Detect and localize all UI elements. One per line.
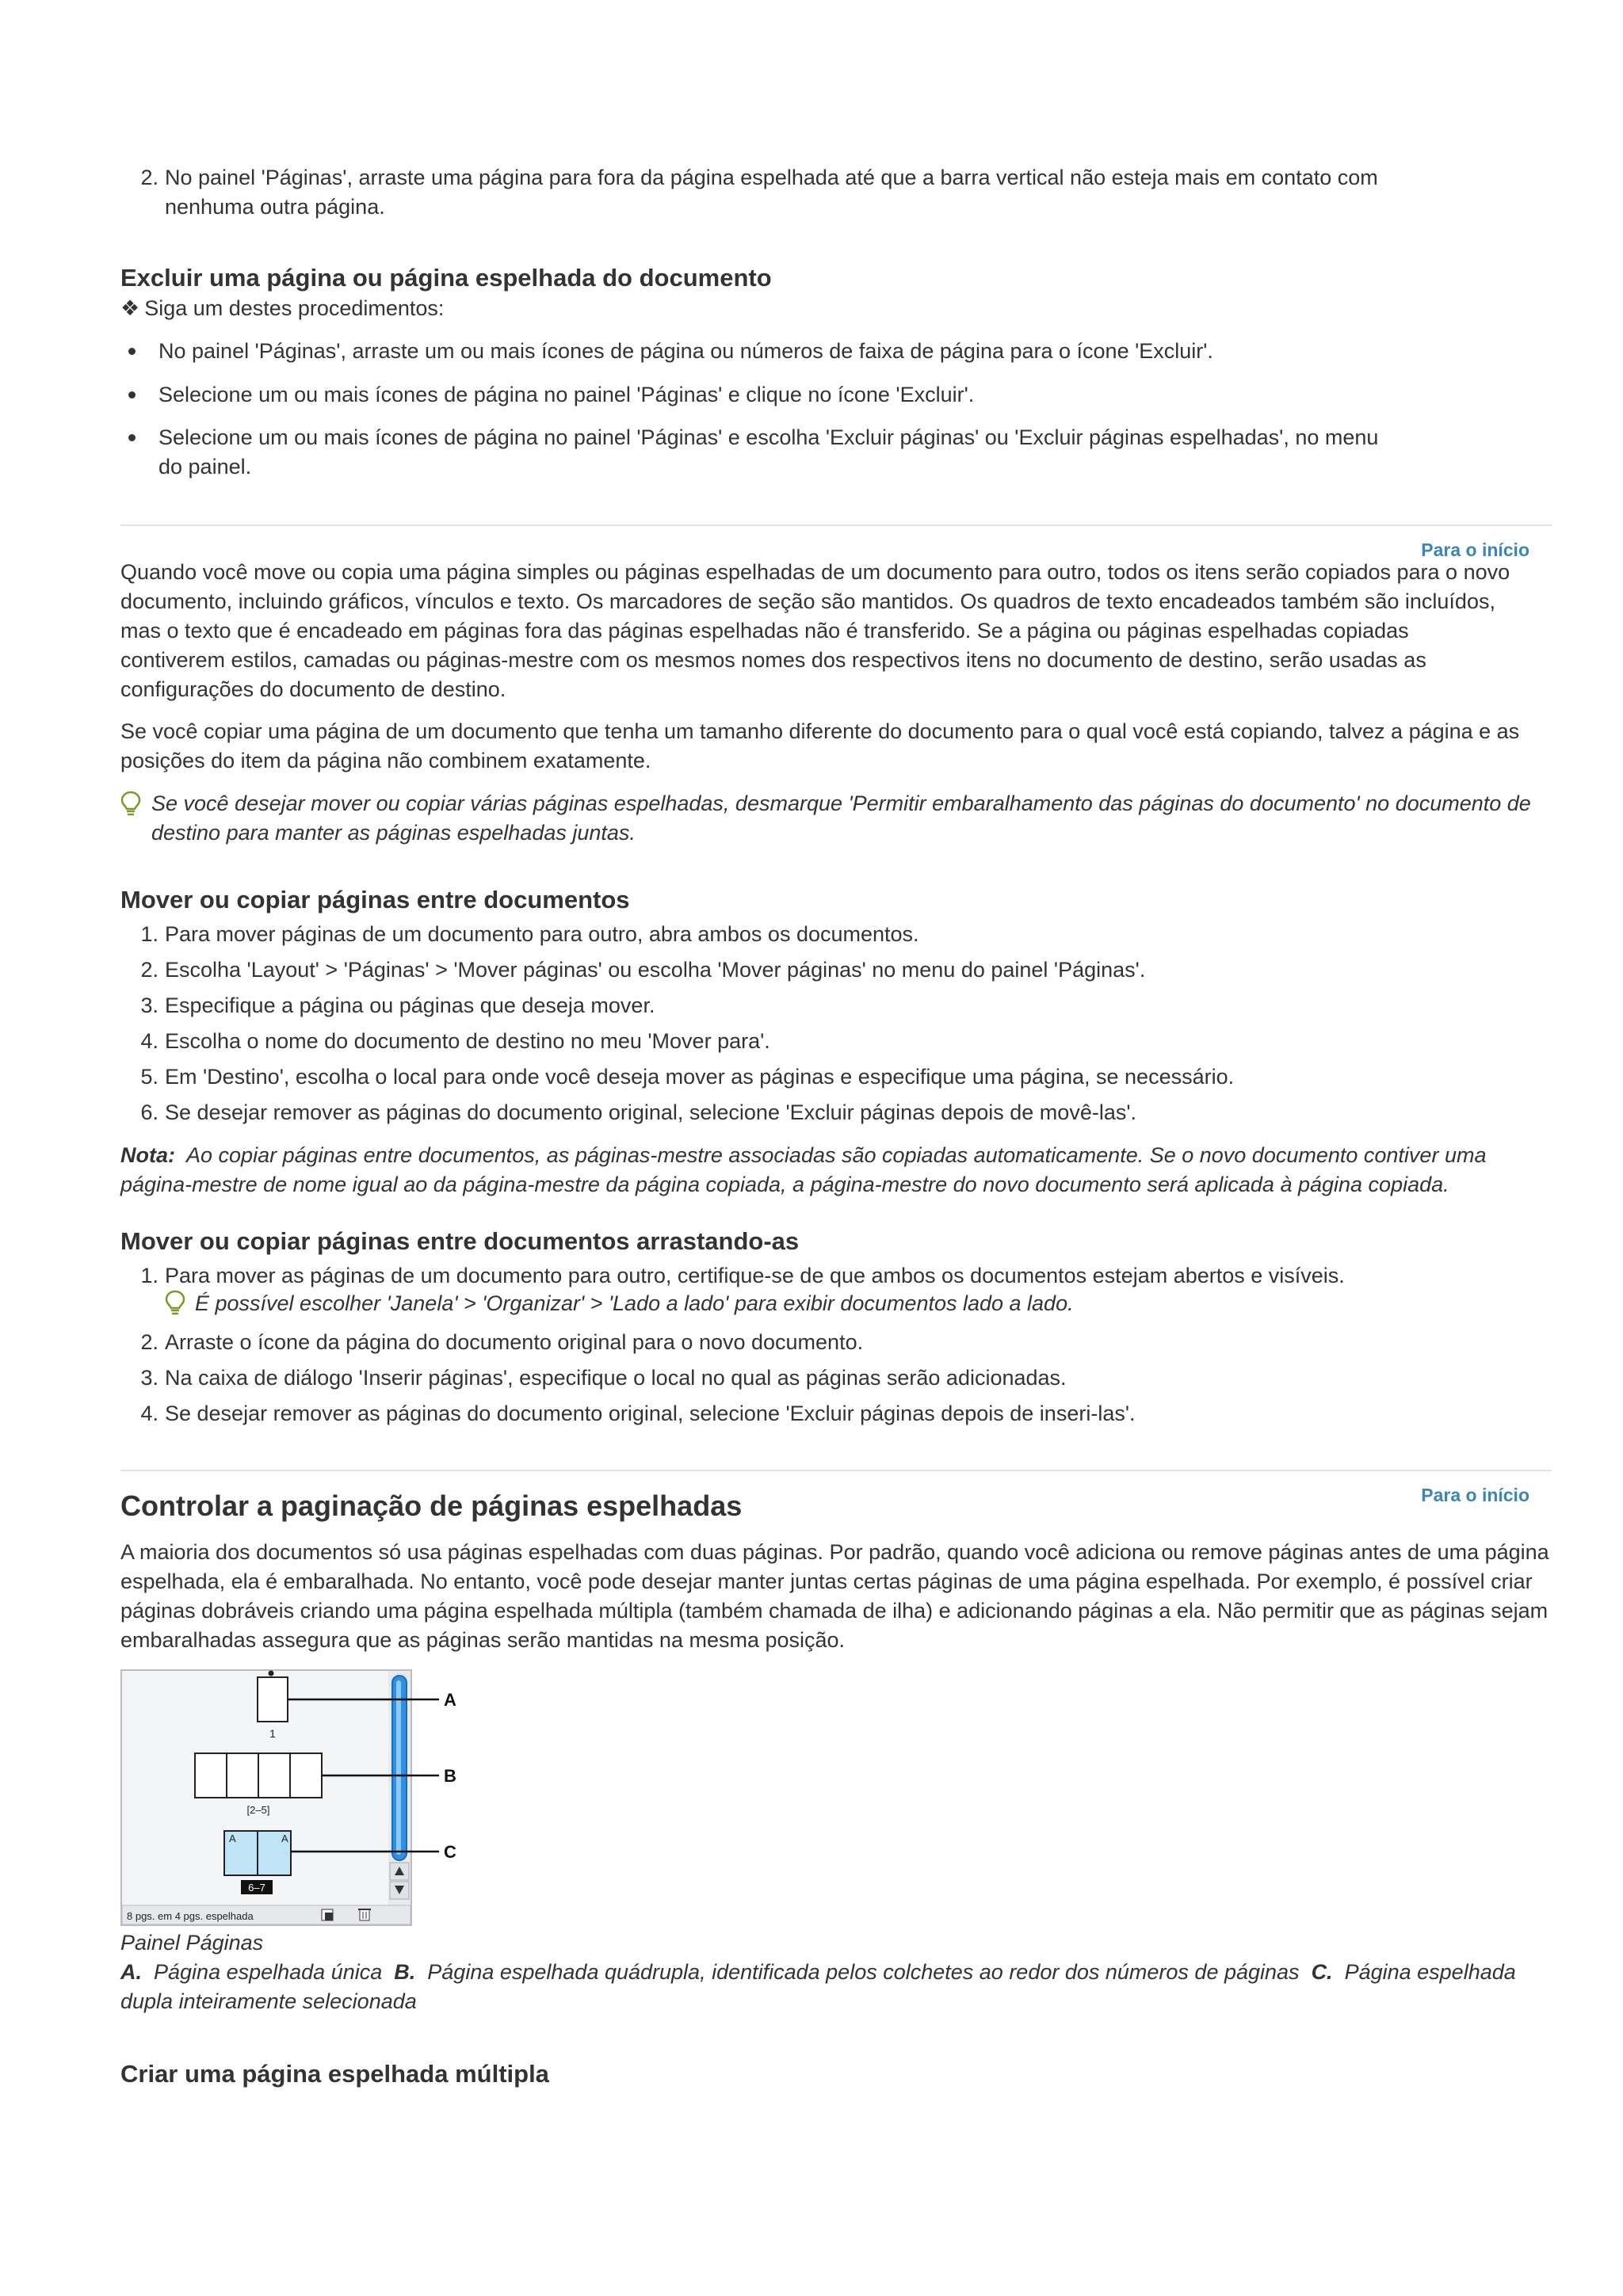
step-text: Para mover páginas de um documento para outro, abra ambos os documentos. <box>165 922 919 946</box>
list-item <box>120 920 1436 949</box>
list-item <box>120 1261 1436 1291</box>
bullet-text: Selecione um ou mais ícones de página no painel 'Páginas' e escolha 'Excluir páginas' ou 'Excluir páginas espelhadas', no menu do painel. <box>158 425 1379 479</box>
procedure-lead <box>120 294 1547 323</box>
bullet-item <box>120 337 1388 366</box>
caption-text: Página espelhada dupla inteiramente selecionada <box>120 1960 1516 2013</box>
paragraph <box>120 1538 1555 1655</box>
step-number: 5. <box>140 1065 158 1089</box>
list-item <box>120 1399 1436 1428</box>
section-divider <box>120 1470 1552 1471</box>
paragraph <box>120 558 1515 704</box>
note <box>120 1141 1539 1199</box>
section-heading-pagination <box>120 1488 1547 1524</box>
step-number: 3. <box>140 994 158 1017</box>
list-item <box>120 163 1436 222</box>
section-divider <box>120 524 1552 526</box>
bullet-icon <box>128 391 136 399</box>
heading-text: Criar uma página espelhada múltipla <box>120 2060 549 2088</box>
list-item <box>120 991 1436 1020</box>
tip-text: Se você desejar mover ou copiar várias páginas espelhadas, desmarque 'Permitir embaralhamento das páginas do documento' no documento de destino para manter as páginas espelhadas juntas. <box>151 791 1531 845</box>
list-item <box>120 1098 1436 1127</box>
step-number: 6. <box>140 1100 158 1124</box>
list-item <box>120 1027 1436 1056</box>
caption-label: A. <box>120 1960 142 1984</box>
step-text: Escolha 'Layout' > 'Páginas' > 'Mover páginas' ou escolha 'Mover páginas' no menu do painel 'Páginas'. <box>165 958 1146 982</box>
step-text: Na caixa de diálogo 'Inserir páginas', especifique o local no qual as páginas serão adicionadas. <box>165 1366 1067 1390</box>
caption-label: C. <box>1311 1960 1333 1984</box>
caption-title-text: Painel Páginas <box>120 1931 264 1955</box>
step-text: Arraste o ícone da página do documento original para o novo documento. <box>165 1330 864 1354</box>
step-number: 2. <box>140 958 158 982</box>
step-number: 4. <box>140 1402 158 1425</box>
step-number: 4. <box>140 1029 158 1053</box>
to-top-link[interactable]: Para o início <box>1421 1485 1529 1505</box>
master-label: A <box>229 1833 236 1844</box>
step-text: Especifique a página ou páginas que deseja mover. <box>165 994 655 1017</box>
lightbulb-icon <box>120 791 141 818</box>
page-range-label: [2–5] <box>246 1804 270 1816</box>
step-number: 3. <box>140 1366 158 1390</box>
figure-caption-title <box>120 1928 1547 1958</box>
bullet-text: Selecione um ou mais ícones de página no painel 'Páginas' e clique no ícone 'Excluir'. <box>158 383 975 406</box>
bullet-icon <box>128 348 136 355</box>
callout-label-b: B <box>444 1766 456 1786</box>
bullet-item <box>120 423 1388 482</box>
caption-text: Página espelhada quádrupla, identificada pelos colchetes ao redor dos números de páginas <box>427 1960 1300 1984</box>
step-text: Escolha o nome do documento de destino no meu 'Mover para'. <box>165 1029 770 1053</box>
step-number: 1. <box>140 922 158 946</box>
note-text: Ao copiar páginas entre documentos, as páginas-mestre associadas são copiadas automaticamente. Se o novo documento contiver uma página-mestre de nome igual ao da página-mestre da página copiada, a página-mestre do novo documento será aplicada à página copiada. <box>120 1143 1487 1196</box>
status-text: 8 pgs. em 4 pgs. espelhada <box>127 1910 254 1922</box>
heading-text: Mover ou copiar páginas entre documentos <box>120 886 630 913</box>
tip-note <box>195 1289 1463 1318</box>
paragraph-text: Quando você move ou copia uma página simples ou páginas espelhadas de um documento para outro, todos os itens serão copiados para o novo documento, incluindo gráficos, vínculos e texto. Os marcadores de seção são mantidos. Os quadros de texto encadeados também são incluídos, mas o texto que é encadeado em páginas fora das páginas espelhadas não é transferido. Se a página ou páginas espelhadas copiadas contiverem estilos, camadas ou páginas-mestre com os mesmos nomes dos respectivos itens no documento de destino, serão usadas as configurações do documento de destino. <box>120 560 1510 701</box>
caption-text: Página espelhada única <box>154 1960 383 1984</box>
heading-text: Mover ou copiar páginas entre documentos arrastando-as <box>120 1227 800 1255</box>
step-text: Se desejar remover as páginas do documento original, selecione 'Excluir páginas depois de inseri-las'. <box>165 1402 1136 1425</box>
new-page-icon <box>322 1909 333 1920</box>
step-number: 2. <box>140 1330 158 1354</box>
step-text: No painel 'Páginas', arraste uma página para fora da página espelhada até que a barra vertical não esteja mais em contato com nenhuma outra página. <box>165 166 1378 219</box>
step-number: 2. <box>140 166 158 189</box>
diamond-icon: ❖ <box>120 296 140 320</box>
step-text: Em 'Destino', escolha o local para onde você deseja mover as páginas e especifique uma página, se necessário. <box>165 1065 1235 1089</box>
callout-label-c: C <box>444 1842 456 1862</box>
bullet-text: No painel 'Páginas', arraste um ou mais ícones de página ou números de faixa de página para o ícone 'Excluir'. <box>158 339 1213 363</box>
heading-text: Controlar a paginação de páginas espelhadas <box>120 1489 743 1522</box>
pages-panel-figure <box>120 1669 469 1931</box>
list-item <box>120 1363 1436 1393</box>
tip-text: É possível escolher 'Janela' > 'Organizar' > 'Lado a lado' para exibir documentos lado a lado. <box>195 1291 1074 1315</box>
page-number-label: 1 <box>269 1727 276 1740</box>
bullet-icon <box>128 434 136 441</box>
trash-icon <box>358 1909 371 1920</box>
lightbulb-icon <box>165 1290 185 1317</box>
to-top-link[interactable]: Para o início <box>1421 540 1529 560</box>
step-text: Para mover as páginas de um documento para outro, certifique-se de que ambos os documentos estejam abertos e visíveis. <box>165 1264 1345 1287</box>
lead-text: Siga um destes procedimentos: <box>144 296 445 320</box>
section-heading-move-between <box>120 884 1547 916</box>
heading-text: Excluir uma página ou página espelhada do documento <box>120 264 772 292</box>
paragraph-text: Se você copiar uma página de um documento que tenha um tamanho diferente do documento para o qual você está copiando, talvez a página e as posições do item da página não combinem exatamente. <box>120 719 1520 772</box>
list-item <box>120 1062 1436 1092</box>
caption-label: B. <box>394 1960 416 1984</box>
section-heading-drag <box>120 1226 1547 1257</box>
list-item <box>120 955 1436 985</box>
paragraph <box>120 717 1547 776</box>
section-heading-multi-spread <box>120 2058 1547 2090</box>
step-text: Se desejar remover as páginas do documento original, selecione 'Excluir páginas depois de movê-las'. <box>165 1100 1136 1124</box>
bullet-item <box>120 380 1388 410</box>
note-label: Nota: <box>120 1143 175 1167</box>
section-heading-delete <box>120 262 1547 294</box>
tip-note <box>151 789 1546 848</box>
master-label: A <box>281 1833 288 1844</box>
page-range-label: 6–7 <box>248 1882 265 1894</box>
paragraph-text: A maioria dos documentos só usa páginas espelhadas com duas páginas. Por padrão, quando você adiciona ou remove páginas antes de uma página espelhada, ela é embaralhada. No entanto, você pode desejar manter juntas certas páginas de uma página espelhada. Por exemplo, é possível criar páginas dobráveis criando uma página espelhada múltipla (também chamada de ilha) e adicionando páginas a ela. Não permitir que as páginas sejam embaralhadas assegura que as páginas serão mantidas na mesma posição. <box>120 1540 1549 1652</box>
figure-caption <box>120 1958 1539 2016</box>
list-item <box>120 1328 1436 1357</box>
callout-label-a: A <box>444 1690 456 1710</box>
step-number: 1. <box>140 1264 158 1287</box>
